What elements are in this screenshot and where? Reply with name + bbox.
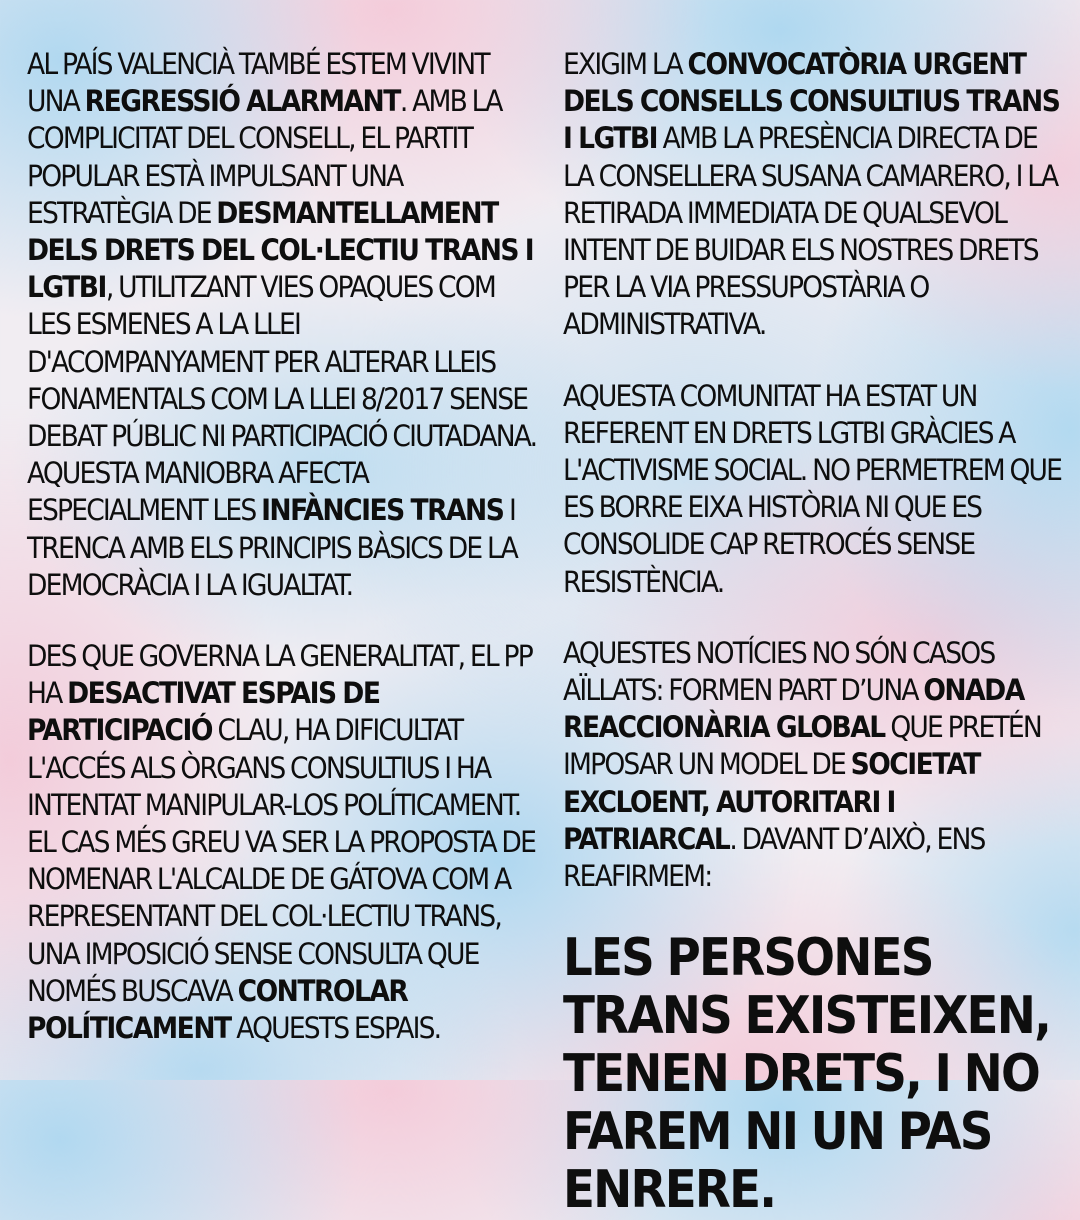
body-text: AL PAÍS VALENCIÀ TAMBÉ ESTEM VIVINT UNA <box>27 47 489 119</box>
paragraph-community <box>563 378 1063 601</box>
emphasis-text: CONTROLAR POLÍTICAMENT <box>27 973 408 1046</box>
closing-slogan: LES PERSONES TRANS EXISTEIXEN, TENEN DRETS, I NO FAREM NI UN PAS ENRERE. <box>563 928 1051 1220</box>
right-column <box>563 46 1063 1219</box>
body-text: DES QUE GOVERNA LA GENERALITAT, EL PP HA <box>27 639 532 711</box>
body-text: AMB LA PRESÈNCIA DIRECTA DE LA CONSELLERA SUSANA CAMARERO, I LA RETIRADA IMMEDIATA DE QUALSEVOL INTENT DE BUIDAR ELS NOSTRES DRETS PER LA VIA PRESSUPOSTÀRIA O ADMINISTRATIVA. <box>563 121 1058 342</box>
paragraph-regression <box>27 46 537 604</box>
emphasis-text: CONVOCATÒRIA URGENT DELS CONSELLS CONSULTIUS TRANS I LGTBI <box>563 47 1060 156</box>
emphasis-text: DESACTIVAT ESPAIS DE PARTICIPACIÓ <box>27 676 380 748</box>
body-text: CLAU, HA DIFICULTAT L'ACCÉS ALS ÒRGANS CONSULTIUS I HA INTENTAT MANIPULAR-LOS POLÍTICAMENT. EL CAS MÉS GREU VA SER LA PROPOSTA DE NOMENAR L'ALCALDE DE GÁTOVA COM A REPRESENTANT DEL COL·LECTIU TRANS, UNA IMPOSICIÓ SENSE CONSULTA QUE NOMÉS BUSCAVA <box>27 713 536 1008</box>
body-text: I TRENCA AMB ELS PRINCIPIS BÀSICS DE LA DEMOCRÀCIA I LA IGUALTAT. <box>27 493 517 602</box>
body-text: . DAVANT D’AIXÒ, ENS REAFIRMEM: <box>563 821 985 894</box>
left-column <box>27 46 537 1081</box>
body-text: , UTILITZANT VIES OPAQUES COM LES ESMENES A LA LLEI D'ACOMPANYAMENT PER ALTERAR LLEIS FONAMENTALS COM LA LLEI 8/2017 SENSE DEBAT PÚBLIC NI PARTICIPACIÓ CIUTADANA. AQUESTA MANIOBRA AFECTA ESPECIALMENT LES <box>27 270 537 528</box>
body-text: EXIGIM LA <box>563 47 688 81</box>
paragraph-demands <box>563 46 1063 344</box>
body-text: . AMB LA COMPLICITAT DEL CONSELL, EL PARTIT POPULAR ESTÀ IMPULSANT UNA ESTRATÈGIA DE <box>27 84 502 230</box>
emphasis-text: ONADA REACCIONÀRIA GLOBAL <box>563 673 1024 745</box>
emphasis-text: DESMANTELLAMENT DELS DRETS DEL COL·LECTIU TRANS I LGTBI <box>27 195 534 305</box>
body-text: AQUESTES NOTÍCIES NO SÓN CASOS AÏLLATS: FORMEN PART D’UNA <box>563 635 995 708</box>
paragraph-participation <box>27 638 537 1047</box>
body-text: AQUESTA COMUNITAT HA ESTAT UN REFERENT EN DRETS LGTBI GRÀCIES A L'ACTIVISME SOCIAL. NO PERMETREM QUE ES BORRE EIXA HISTÒRIA NI QUE ES CONSOLIDE CAP RETROCÉS SENSE RESISTÈNCIA. <box>563 378 1062 599</box>
emphasis-text: INFÀNCIES TRANS <box>261 493 504 528</box>
body-text: AQUESTS ESPAIS. <box>230 1011 441 1046</box>
emphasis-text: SOCIETAT EXCLOENT, AUTORITARI I PATRIARCAL <box>563 747 980 856</box>
emphasis-text: REGRESSIÓ ALARMANT <box>84 84 400 119</box>
paragraph-reactionary-wave <box>563 635 1063 895</box>
body-text: QUE PRETÉN IMPOSAR UN MODEL DE <box>563 710 1041 782</box>
